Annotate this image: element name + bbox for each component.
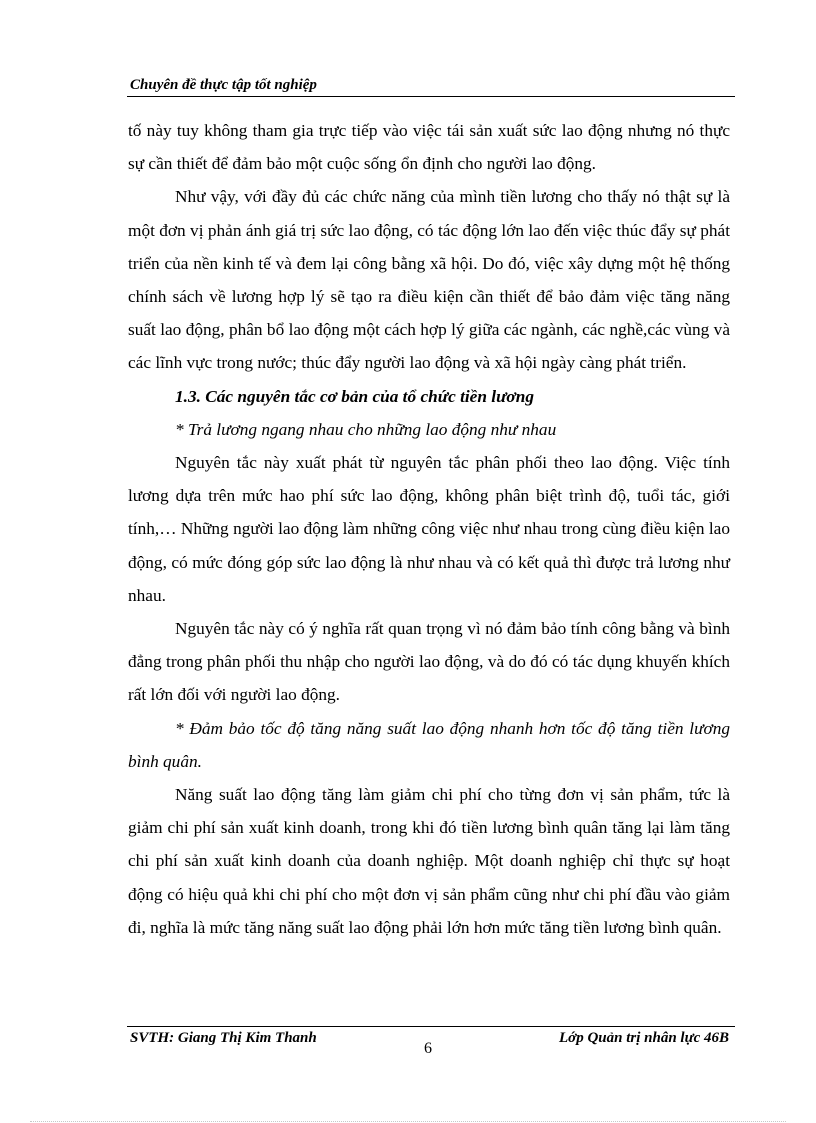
footer-student-name: SVTH: Giang Thị Kim Thanh [130,1030,317,1046]
principle-equal-pay: * Trả lương ngang nhau cho những lao động như nhau [175,419,557,439]
document-body [128,114,730,944]
paragraph-equal-pay-origin: Nguyên tắc này xuất phát từ nguyên tắc phân phối theo lao động. Việc tính lương dựa trên mức hao phí sức lao động, không phân biệt trình độ, tuổi tác, giới tính,… Những người lao động làm những công việc như nhau trong cùng điều kiện lao động, có mức đóng góp sức lao động là như nhau và có kết quả thì được trả lương như nhau. [128,453,730,605]
header-divider [127,96,735,97]
paragraph-equal-pay-meaning: Nguyên tắc này có ý nghĩa rất quan trọng vì nó đảm bảo tính công bằng và bình đẳng trong phân phối thu nhập cho người lao động, và do đó có tác dụng khuyến khích rất lớn đối với người lao động. [128,619,730,705]
section-heading: 1.3. Các nguyên tắc cơ bản của tổ chức tiền lương [175,386,534,406]
footer-class-name: Lớp Quản trị nhân lực 46B [559,1030,729,1046]
principle-productivity-growth: * Đảm bảo tốc độ tăng năng suất lao động nhanh hơn tốc độ tăng tiền lương bình quân. [128,718,730,771]
footer-divider [127,1026,735,1027]
page-number: 6 [424,1040,432,1057]
page-bottom-edge [30,1121,786,1122]
paragraph-continuation: tố này tuy không tham gia trực tiếp vào việc tái sản xuất sức lao động nhưng nó thực sự cần thiết để đảm bảo một cuộc sống ổn định cho người lao động. [128,121,730,174]
paragraph-productivity: Năng suất lao động tăng làm giảm chi phí cho từng đơn vị sản phẩm, tức là giảm chi phí sản xuất kinh doanh, trong khi đó tiền lương bình quân tăng lại làm tăng chi phí sản xuất kinh doanh của doanh nghiệp. Một doanh nghiệp chỉ thực sự hoạt động có hiệu quả khi chi phí cho một đơn vị sản phẩm cũng như chi phí đầu vào giảm đi, nghĩa là mức tăng năng suất lao động phải lớn hơn mức tăng tiền lương bình quân. [128,785,730,937]
page-header-title: Chuyên đề thực tập tốt nghiệp [130,77,317,93]
paragraph-salary-functions: Như vậy, với đầy đủ các chức năng của mình tiền lương cho thấy nó thật sự là một đơn vị phản ánh giá trị sức lao động, có tác động lớn lao đến việc thúc đẩy sự phát triển của nền kinh tế và đem lại công bằng xã hội. Do đó, việc xây dựng một hệ thống chính sách về lương hợp lý sẽ tạo ra điều kiện cần thiết để bảo đảm việc tăng năng suất lao động, phân bổ lao động một cách hợp lý giữa các ngành, các nghề,các vùng và các lĩnh vực trong nước; thúc đẩy người lao động và xã hội ngày càng phát triển. [128,187,730,373]
